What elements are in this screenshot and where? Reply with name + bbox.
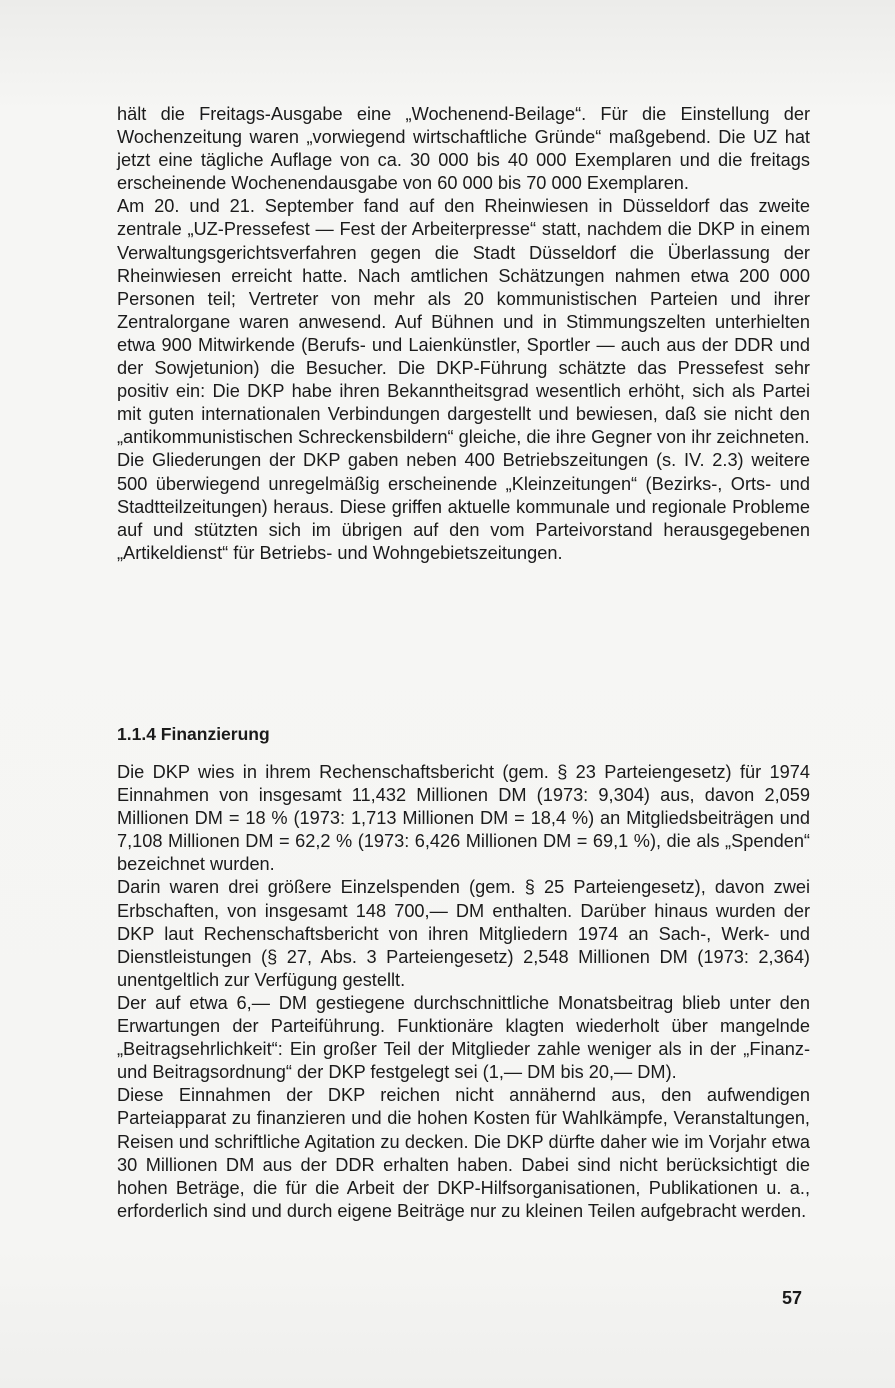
section-financing: [117, 761, 810, 1223]
paragraph-gdr-funding: Diese Einnahmen der DKP reichen nicht annähernd aus, den aufwendigen Parteiapparat zu finanzieren und die hohen Kosten für Wahlkämpfe, Veranstaltungen, Reisen und schriftliche Agitation zu decken. Die DKP dürfte daher wie im Vorjahr etwa 30 Millionen DM aus der DDR erhalten haben. Dabei sind nicht berücksichtigt die hohen Beträge, die für die Arbeit der DKP-Hilfsorganisationen, Publikationen u. a., erforderlich sind und durch eigene Beiträge nur zu kleinen Teilen aufgebracht werden.: [117, 1085, 810, 1221]
section-press: [117, 103, 810, 565]
section-heading: 1.1.4 Finanzierung: [117, 724, 270, 744]
paragraph-press-festival: Am 20. und 21. September fand auf den Rheinwiesen in Düsseldorf das zweite zentrale „UZ-Pressefest — Fest der Arbeiterpresse“ statt, nachdem die DKP in einem Verwaltungsgerichtsverfahren gegen die Stadt Düsseldorf die Überlassung der Rheinwiesen erreicht hatte. Nach amtlichen Schätzungen nahmen etwa 200 000 Personen teil; Vertreter von mehr als 20 kommunistischen Parteien und ihrer Zentralorgane waren anwesend. Auf Bühnen und in Stimmungszelten unterhielten etwa 900 Mitwirkende (Berufs- und Laienkünstler, Sportler — auch aus der DDR und der Sowjetunion) die Besucher. Die DKP-Führung schätzte das Pressefest sehr positiv ein: Die DKP habe ihren Bekanntheitsgrad wesentlich erhöht, sich als Partei mit guten internationalen Verbindungen dargestellt und bewiesen, daß sie nicht den „antikommunistischen Schreckensbildern“ gleiche, die ihre Gegner von ihr zeichneten.: [117, 196, 810, 448]
paragraph-donations: Darin waren drei größere Einzelspenden (gem. § 25 Parteiengesetz), davon zwei Erbschaften, von insgesamt 148 700,— DM enthalten. Darüber hinaus wurden der DKP laut Rechenschaftsbericht von ihren Mitgliedern 1974 an Sach-, Werk- und Dienstleistungen (§ 27, Abs. 3 Parteiengesetz) 2,548 Millionen DM (1973: 2,364) unentgeltlich zur Verfügung gestellt.: [117, 877, 810, 990]
page-number: 57: [782, 1288, 803, 1308]
paragraph-membership-fees: Der auf etwa 6,— DM gestiegene durchschnittliche Monatsbeitrag blieb unter den Erwartungen der Parteiführung. Funktionäre klagten wiederholt über mangelnde „Beitragsehrlichkeit“: Ein großer Teil der Mitglieder zahle weniger als in der „Finanz- und Beitragsordnung“ der DKP festgelegt sei (1,— DM bis 20,— DM).: [117, 992, 810, 1083]
paragraph-local-newspapers: Die Gliederungen der DKP gaben neben 400 Betriebszeitungen (s. IV. 2.3) weitere 500 überwiegend unregelmäßig erscheinende „Kleinzeitungen“ (Bezirks-, Orts- und Stadtteilzeitungen) heraus. Diese griffen aktuelle kommunale und regionale Probleme auf und stützten sich im übrigen auf den vom Parteivorstand herausgegebenen „Artikeldienst“ für Betriebs- und Wohngebietszeitungen.: [117, 450, 810, 563]
paragraph-weekend-edition: hält die Freitags-Ausgabe eine „Wochenend-Beilage“. Für die Einstellung der Wochenzeitung waren „vorwiegend wirtschaftliche Gründe“ maßgebend. Die UZ hat jetzt eine tägliche Auflage von ca. 30 000 bis 40 000 Exemplaren und die freitags erscheinende Wochenendausgabe von 60 000 bis 70 000 Exemplaren.: [117, 104, 810, 194]
paragraph-income-report: Die DKP wies in ihrem Rechenschaftsbericht (gem. § 23 Parteiengesetz) für 1974 Einnahmen von insgesamt 11,432 Millionen DM (1973: 9,304) aus, davon 2,059 Millionen DM = 18 % (1973: 1,713 Millionen DM = 18,4 %) an Mitgliedsbeiträgen und 7,108 Millionen DM = 62,2 % (1973: 6,426 Millionen DM = 69,1 %), die als „Spenden“ bezeichnet wurden.: [117, 762, 810, 875]
